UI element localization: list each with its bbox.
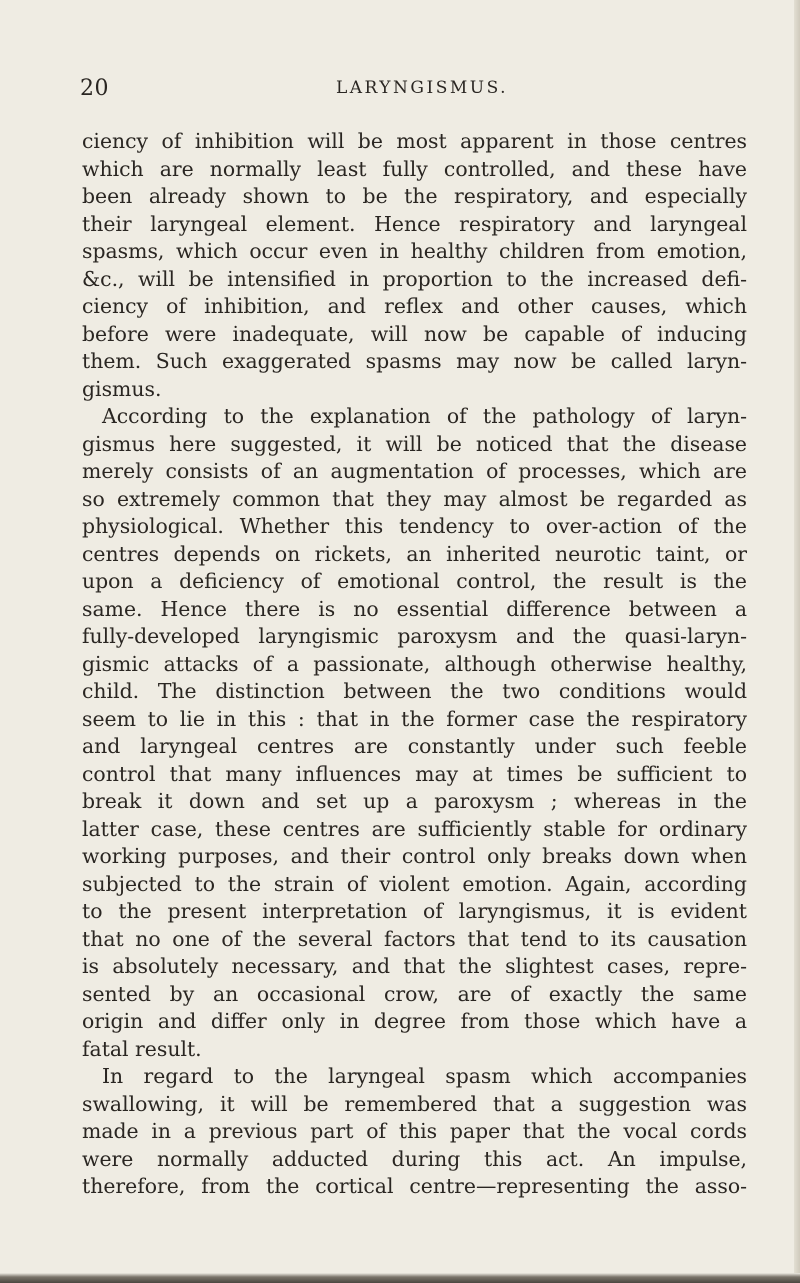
text-line: that no one of the several factors that tend to its causation: [82, 926, 747, 951]
text-line: break it down and set up a paroxysm ; whereas in the: [82, 789, 747, 813]
text-line: merely consists of an augmentation of processes, which are: [82, 459, 747, 483]
running-head: [80, 76, 744, 106]
body-text: [82, 128, 747, 1201]
text-line: latter case, these centres are sufficiently stable for ordinary: [82, 816, 747, 841]
text-line: ciency of inhibition, and reflex and other causes, which: [82, 294, 747, 318]
text-line: made in a previous part of this paper that the vocal cords: [82, 1119, 747, 1143]
text-line: child. The distinction between the two conditions would: [82, 679, 747, 703]
text-line: subjected to the strain of violent emotion. Again, according: [82, 871, 747, 896]
text-line: so extremely common that they may almost be regarded as: [82, 486, 747, 511]
running-title: LARYNGISMUS.: [335, 78, 509, 98]
text-line: ciency of inhibition will be most apparent in those centres: [82, 129, 747, 153]
text-line: been already shown to be the respiratory, and especially: [82, 184, 747, 208]
page-number: 20: [80, 76, 109, 101]
page-bottom-edge: [0, 1273, 800, 1283]
text-line: upon a deficiency of emotional control, the result is the: [82, 569, 747, 593]
text-line: fully-developed laryngismic paroxysm and the quasi-laryn-: [82, 624, 747, 648]
text-line: sented by an occasional crow, are of exactly the same: [82, 981, 747, 1006]
page-right-edge: [794, 0, 800, 1283]
text-line: is absolutely necessary, and that the slightest cases, repre-: [82, 954, 747, 978]
text-line: gismus here suggested, it will be noticed that the disease: [82, 431, 747, 456]
text-line: seem to lie in this : that in the former case the respiratory: [82, 706, 747, 731]
paragraph-start-line: In regard to the laryngeal spasm which accompanies: [102, 1064, 747, 1088]
text-line: gismus.: [82, 376, 162, 401]
paragraph-start-line: According to the explanation of the pathology of laryn-: [102, 404, 747, 428]
text-line: which are normally least fully controlled, and these have: [82, 156, 747, 181]
text-line: gismic attacks of a passionate, although otherwise healthy,: [82, 651, 747, 676]
text-line: origin and differ only in degree from those which have a: [82, 1009, 747, 1033]
text-line: swallowing, it will be remembered that a suggestion was: [82, 1091, 747, 1116]
text-line: therefore, from the cortical centre—representing the asso-: [82, 1174, 747, 1198]
text-line: physiological. Whether this tendency to over-action of the: [82, 514, 747, 538]
text-line: control that many influences may at times be sufficient to: [82, 761, 747, 786]
text-line: spasms, which occur even in healthy children from emotion,: [82, 239, 747, 263]
text-line: &c., will be intensified in proportion to the increased defi-: [82, 266, 747, 291]
text-line: and laryngeal centres are constantly under such feeble: [82, 734, 747, 758]
text-line: them. Such exaggerated spasms may now be called laryn-: [82, 349, 747, 373]
text-line: centres depends on rickets, an inherited neurotic taint, or: [82, 541, 747, 566]
text-line: working purposes, and their control only breaks down when: [82, 844, 747, 868]
text-line: before were inadequate, will now be capable of inducing: [82, 321, 747, 346]
text-line: same. Hence there is no essential difference between a: [82, 596, 747, 621]
text-line: to the present interpretation of laryngismus, it is evident: [82, 899, 747, 923]
text-line: were normally adducted during this act. An impulse,: [82, 1146, 747, 1171]
text-line: fatal result.: [82, 1036, 202, 1061]
text-line: their laryngeal element. Hence respiratory and laryngeal: [82, 211, 747, 236]
